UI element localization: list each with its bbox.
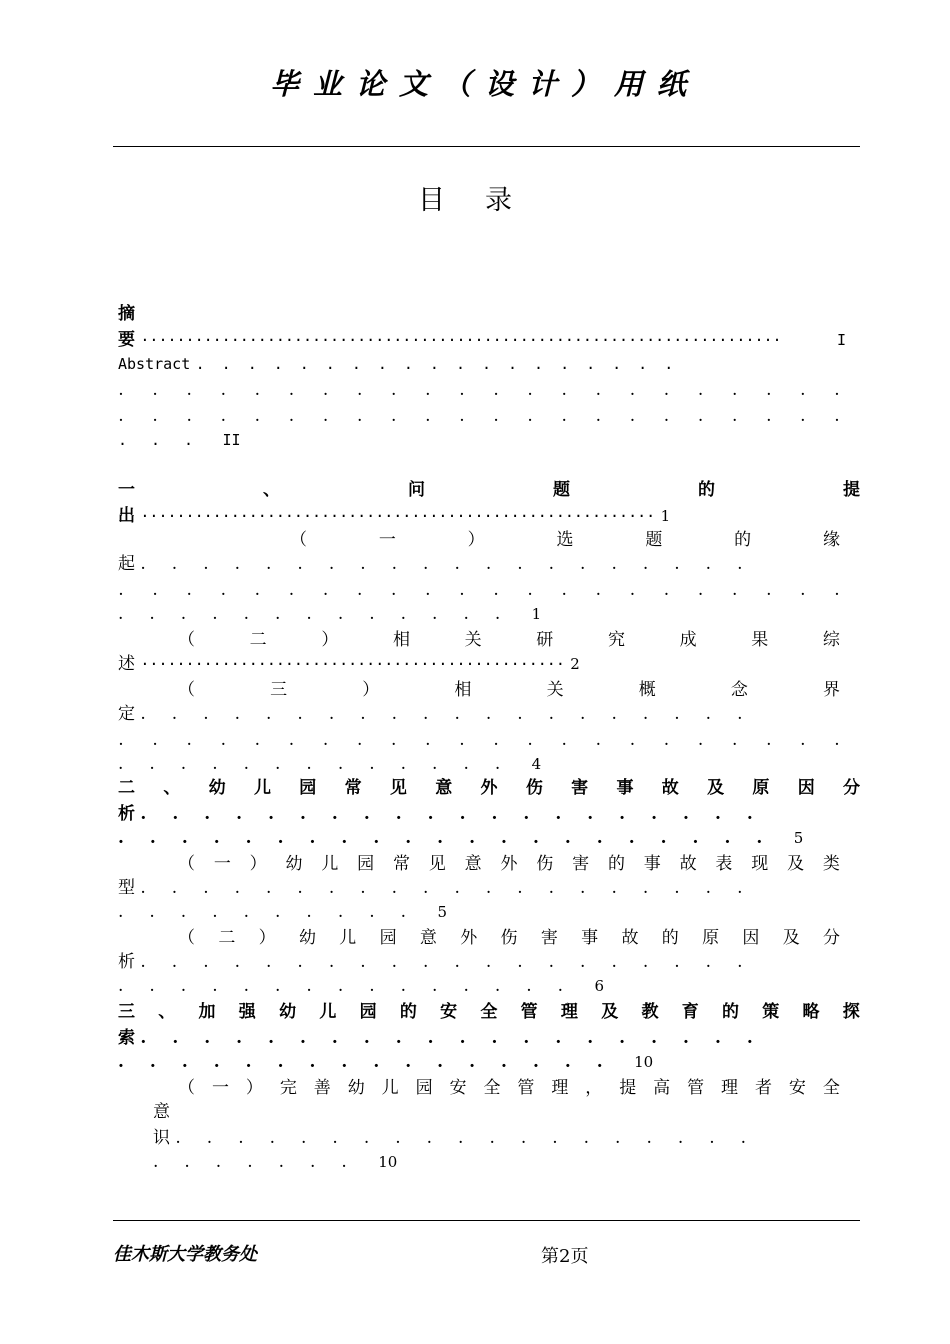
toc-entry-page: 5	[437, 903, 447, 921]
toc-entry-3-1-line4[interactable]: ....... 10	[153, 1152, 398, 1172]
toc-entry-1-1-line4[interactable]: ............. 1	[118, 604, 542, 624]
page-header-title: 毕业论文（设计）用纸	[269, 67, 700, 101]
toc-leader-row: . . . . . . . . . . . . . . . . . . . . . .	[118, 580, 840, 600]
toc-entry-2-1-line1[interactable]: （ 一 ） 幼 儿 园 常 见 意 外 伤 害 的 事 故 表 现 及 类	[178, 854, 840, 874]
toc-entry-1-3-line2[interactable]: 定 ....................	[118, 704, 769, 724]
toc-entry-ch2-line1[interactable]: 二 、 幼 儿 园 常 见 意 外 伤 害 事 故 及 原 因 分	[118, 778, 860, 798]
toc-entry-page: 5	[793, 829, 804, 847]
toc-entry-2-2-line2[interactable]: 析 ....................	[118, 952, 769, 972]
toc-entry-page: I	[836, 331, 846, 349]
footer-institution: 佳木斯大学教务处	[113, 1244, 257, 1265]
toc-entry-ch3-line3[interactable]: ................ 10	[118, 1052, 654, 1072]
toc-entry-page: II	[222, 431, 241, 449]
toc-entry-title: 要	[118, 330, 135, 350]
toc-entry-1-2-line2[interactable]: 述 ··············································· 2	[118, 654, 580, 674]
toc-entry-abstract-cn-line2[interactable]	[118, 328, 860, 352]
toc-entry-1-3-line4[interactable]: ............. 4	[118, 754, 542, 774]
toc-entry-title: 摘	[118, 304, 135, 324]
toc-entry-page: 1	[531, 605, 542, 623]
toc-entry-1-3-line1[interactable]: （ 三 ） 相 关 概 念 界	[178, 680, 840, 700]
toc-entry-ch3-line2[interactable]: 索 ....................	[118, 1028, 779, 1048]
toc-entry-abstract-en-line1[interactable]: Abstract ...................	[118, 355, 691, 373]
toc-entry-1-2-line1[interactable]: （ 二 ） 相 关 研 究 成 果 综	[178, 630, 840, 650]
toc-leader-row: . . . . . . . . . . . . . . . . . . . . . .	[118, 406, 840, 426]
toc-entry-page: 1	[660, 507, 671, 525]
toc-entry-3-1-line3[interactable]: 识 ...................	[153, 1128, 773, 1148]
toc-leader-row: . . . . . . . . . . . . . . . . . . . . . .	[118, 380, 840, 400]
toc-entry-ch2-line2[interactable]: 析 ....................	[118, 804, 779, 824]
toc-entry-page: 10	[378, 1153, 398, 1171]
toc-entry-abstract-en-line4[interactable]: ... II	[118, 431, 241, 449]
toc-entry-ch1-line1[interactable]: 一 、 问 题 的 提	[118, 480, 860, 500]
toc-entry-page: 4	[531, 755, 542, 773]
toc-entry-3-1-line1[interactable]: （ 一 ） 完 善 幼 儿 园 安 全 管 理 ， 提 高 管 理 者 安 全	[178, 1078, 840, 1098]
toc-entry-page: 6	[594, 977, 605, 995]
toc-entry-ch2-line3[interactable]: ..................... 5	[118, 828, 804, 848]
toc-leader-row: . . . . . . . . . . . . . . . . . . . . . .	[118, 730, 840, 750]
toc-entry-2-1-line3[interactable]: .......... 5	[118, 902, 447, 922]
toc-entry-page: 2	[570, 655, 580, 673]
toc-entry-1-1-line1[interactable]: （ 一 ） 选 题 的 缘	[290, 530, 840, 550]
footer-rule	[113, 1220, 860, 1221]
toc-entry-title: Abstract	[118, 355, 191, 373]
toc-leader-dots: ·······································································	[140, 331, 782, 349]
header-rule	[113, 146, 860, 147]
toc-entry-page: 10	[634, 1053, 654, 1071]
toc-entry-ch3-line1[interactable]: 三 、 加 强 幼 儿 园 的 安 全 管 理 及 教 育 的 策 略 探	[118, 1002, 860, 1022]
toc-heading: 目录	[418, 185, 552, 216]
toc-entry-ch1-line2[interactable]: 出 ························································· 1	[118, 506, 671, 526]
toc-entry-1-1-line2[interactable]: 起 ....................	[118, 554, 769, 574]
toc-entry-2-2-line3[interactable]: ............... 6	[118, 976, 605, 996]
toc-entry-2-2-line1[interactable]: （ 二 ） 幼 儿 园 意 外 伤 害 事 故 的 原 因 及 分	[178, 928, 840, 948]
toc-entry-abstract-cn-line1[interactable]	[118, 302, 860, 326]
toc-entry-3-1-line2[interactable]: 意	[153, 1102, 170, 1122]
footer-page-number: 第2页	[541, 1246, 589, 1267]
toc-entry-2-1-line2[interactable]: 型 ....................	[118, 878, 769, 898]
